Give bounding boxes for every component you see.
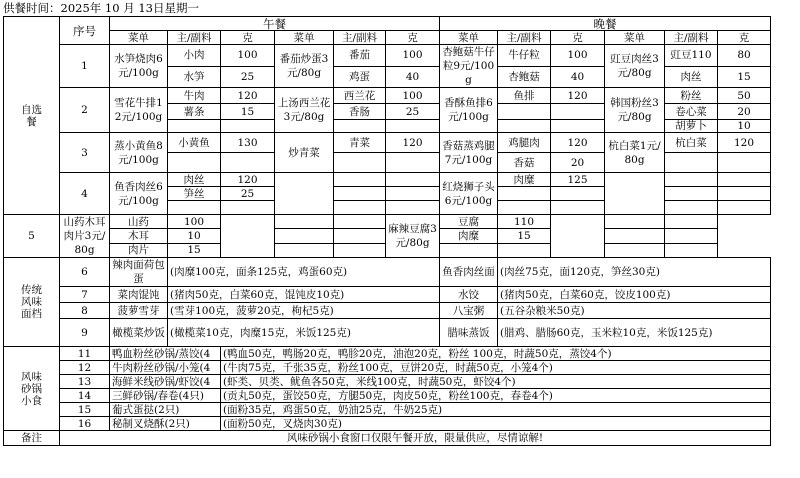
dish-name: 秘制叉烧酥(2只): [110, 417, 221, 431]
dish-name: 韩国粉丝3元/80g: [605, 88, 665, 133]
empty-cell: [221, 153, 275, 173]
empty-cell: [168, 120, 221, 133]
empty-cell: [605, 243, 665, 257]
gram-value: 100: [168, 215, 221, 229]
dish-name: 水饺: [440, 287, 498, 303]
header-dish: 菜单: [440, 31, 498, 45]
dish-description: (橄榄菜10克，肉糜15克，米饭125克): [168, 319, 440, 347]
empty-cell: [168, 201, 221, 215]
empty-cell: [665, 229, 718, 243]
dish-description: (虾类、贝类、鱿鱼各50克，米线100克，时蔬50克，虾饺4个): [221, 375, 771, 389]
ingredient: 豇豆110: [665, 45, 718, 67]
row-number: 13: [60, 375, 110, 389]
empty-cell: [665, 215, 718, 229]
page-title: 供餐时间：2025年 10 月 13日星期一: [3, 1, 199, 15]
dish-description: (肉丝75克，面120克，笋丝30克): [498, 258, 771, 287]
row-number: 15: [60, 403, 110, 417]
ingredient: 鱼排: [498, 88, 551, 104]
empty-cell: [334, 173, 386, 187]
ingredient: 肉糜: [498, 173, 551, 187]
empty-cell: [498, 243, 551, 257]
row-number: 8: [60, 303, 110, 319]
gram-value: 100: [221, 45, 275, 67]
ingredient: 香菇: [498, 153, 551, 173]
ingredient: 胡萝卜: [665, 120, 718, 133]
gram-value: 120: [221, 88, 275, 104]
menu-table: [3, 16, 771, 446]
dish-name: 三鲜砂锅/春卷(4只): [110, 389, 221, 403]
gram-value: 80: [718, 45, 771, 67]
header-side: 主/副料: [498, 31, 551, 45]
empty-cell: [386, 153, 440, 173]
dish-description: (面粉50克，叉烧肉30克): [221, 417, 771, 431]
ingredient: 肉丝: [665, 66, 718, 88]
dish-name: 辣肉面荷包蛋: [110, 258, 168, 287]
ingredient: 杏鲍菇: [498, 66, 551, 88]
empty-cell: [665, 201, 718, 215]
gram-value: 40: [386, 66, 440, 88]
gram-value: 15: [168, 243, 221, 257]
empty-cell: [386, 120, 440, 133]
empty-cell: [718, 201, 771, 215]
empty-cell: [334, 215, 386, 229]
header-dish: 菜单: [275, 31, 334, 45]
row-number: 12: [60, 361, 110, 375]
header-lunch: 午餐: [110, 17, 440, 31]
dish-name: 腊味蒸饭: [440, 319, 498, 347]
dish-description: (五谷杂粮米50克): [498, 303, 771, 319]
dish-name: 红烧狮子头6元/100g: [440, 173, 498, 215]
gram-value: 15: [221, 104, 275, 120]
gram-value: 100: [551, 45, 605, 67]
dish-description: (贡丸50克，蛋饺50克，方腿50克，肉皮50克，粉丝100克，春卷4个): [221, 389, 771, 403]
ingredient: 木耳: [110, 229, 168, 243]
category-claypot: 风味砂锅小食: [4, 347, 60, 431]
ingredient: 青菜: [334, 133, 386, 153]
ingredient: 杭白菜: [665, 133, 718, 153]
gram-value: 120: [718, 133, 771, 153]
ingredient: 西兰花: [334, 88, 386, 104]
header-gram: 克: [221, 31, 275, 45]
row-number: 9: [60, 319, 110, 347]
header-dinner: 晚餐: [440, 17, 771, 31]
ingredient: 番茄: [334, 45, 386, 67]
empty-cell: [551, 201, 605, 215]
dish-description: (猪肉50克，白菜60克，馄饨皮10克): [168, 287, 440, 303]
empty-cell: [551, 104, 605, 120]
dish-name: 牛肉粉丝砂锅/小笼(4: [110, 361, 221, 375]
empty-cell: [275, 229, 334, 243]
header-side: 主/副料: [665, 31, 718, 45]
empty-cell: [334, 120, 386, 133]
empty-cell: [334, 201, 386, 215]
empty-cell: [718, 173, 771, 187]
ingredient: 笋丝: [168, 187, 221, 201]
row-number: 7: [60, 287, 110, 303]
row-number: 6: [60, 258, 110, 287]
ingredient: 小肉: [168, 45, 221, 67]
ingredient: 小黄鱼: [168, 133, 221, 153]
empty-cell: [334, 187, 386, 201]
dish-name: 葡式蛋挞(2只): [110, 403, 221, 417]
empty-cell: [551, 187, 605, 201]
ingredient: 薯条: [168, 104, 221, 120]
note-label: 备注: [4, 431, 60, 446]
gram-value: 15: [498, 229, 551, 243]
gram-value: 120: [221, 173, 275, 187]
dish-name: 炒青菜: [275, 133, 334, 173]
category-traditional: 传统风味面档: [4, 258, 60, 347]
header-dish: 菜单: [110, 31, 168, 45]
header-gram: 克: [718, 31, 771, 45]
dish-name: 橄榄菜炒饭: [110, 319, 168, 347]
ingredient: 牛仔粒: [498, 45, 551, 67]
category-self: 自选餐: [4, 17, 60, 215]
empty-cell: [665, 243, 718, 257]
dish-name: 鱼香肉丝6元/100g: [110, 173, 168, 215]
dish-name: 杭白菜1元/80g: [605, 133, 665, 173]
gram-value: 15: [718, 66, 771, 88]
gram-value: 50: [718, 88, 771, 104]
empty-cell: [386, 173, 440, 187]
row-number: 2: [60, 88, 110, 133]
dish-name: 上汤西兰花3元/80g: [275, 88, 334, 133]
ingredient: 肉丝: [168, 173, 221, 187]
dish-description: (牛肉75克，千张35克，粉丝100克，豆饼20克，时蔬50克，小笼4个): [221, 361, 771, 375]
ingredient: 牛肉: [168, 88, 221, 104]
gram-value: 25: [221, 66, 275, 88]
header-gram: 克: [386, 31, 440, 45]
dish-name: 海鲜米线砂锅/虾饺(4: [110, 375, 221, 389]
dish-name: 菜肉馄饨: [110, 287, 168, 303]
empty-cell: [605, 215, 665, 229]
row-number: 4: [60, 173, 110, 215]
gram-value: 100: [386, 88, 440, 104]
dish-name: 水笋烧肉6元/100g: [110, 45, 168, 88]
dish-description: (肉糜100克，面条125克，鸡蛋60克): [168, 258, 440, 287]
empty-cell: [334, 153, 386, 173]
row-number: 14: [60, 389, 110, 403]
dish-name: 香酥鱼排6元/100g: [440, 88, 498, 133]
gram-value: 25: [386, 104, 440, 120]
empty-cell: [221, 201, 275, 215]
dish-name: 鱼香肉丝面: [440, 258, 498, 287]
gram-value: 120: [551, 133, 605, 153]
empty-cell: [498, 201, 551, 215]
gram-value: 125: [551, 173, 605, 187]
dish-description: (猪肉50克，白菜60克，饺皮100克): [498, 287, 771, 303]
dish-description: (面粉35克，鸡蛋50克，奶油25克，牛奶25克): [221, 403, 771, 417]
header-side: 主/副料: [168, 31, 221, 45]
row-number: 5: [4, 215, 60, 258]
ingredient: 鸡蛋: [334, 66, 386, 88]
gram-value: 10: [718, 120, 771, 133]
empty-cell: [551, 215, 605, 258]
ingredient: 香肠: [334, 104, 386, 120]
gram-value: 130: [221, 133, 275, 153]
empty-cell: [275, 173, 334, 215]
ingredient: 肉片: [110, 243, 168, 257]
ingredient: 山药: [110, 215, 168, 229]
ingredient: 肉糜: [440, 229, 498, 243]
row-number: 11: [60, 347, 110, 361]
ingredient: 豆腐: [440, 215, 498, 229]
empty-cell: [440, 243, 498, 257]
empty-cell: [498, 187, 551, 201]
dish-name: 雪花牛排12元/100g: [110, 88, 168, 133]
empty-cell: [498, 104, 551, 120]
dish-description: (鸭血50克，鸭肠20克，鸭胗20克，油泡20克，粉丝 100克，时蔬50克，蒸饺4个): [221, 347, 771, 361]
empty-cell: [334, 243, 386, 257]
gram-value: 10: [168, 229, 221, 243]
empty-cell: [168, 153, 221, 173]
ingredient: 粉丝: [665, 88, 718, 104]
row-number: 1: [60, 45, 110, 88]
empty-cell: [386, 187, 440, 201]
dish-description: (雪芽100克，菠萝20克，枸杞5克): [168, 303, 440, 319]
header-side: 主/副料: [334, 31, 386, 45]
dish-name: 蒸小黄鱼8元/100g: [110, 133, 168, 173]
header-seq: 序号: [60, 17, 110, 45]
gram-value: 25: [221, 187, 275, 201]
empty-cell: [275, 215, 334, 229]
empty-cell: [498, 120, 551, 133]
empty-cell: [221, 215, 275, 258]
dish-name: 鸭血粉丝砂锅/蒸饺(4: [110, 347, 221, 361]
dish-name: 番茄炒蛋3元/80g: [275, 45, 334, 88]
empty-cell: [386, 201, 440, 215]
empty-cell: [605, 173, 665, 215]
gram-value: 40: [551, 66, 605, 88]
ingredient: 水笋: [168, 66, 221, 88]
empty-cell: [334, 229, 386, 243]
gram-value: 20: [718, 104, 771, 120]
gram-value: 120: [551, 88, 605, 104]
dish-name: 山药木耳肉片3元/80g: [60, 215, 110, 258]
empty-cell: [551, 120, 605, 133]
header-gram: 克: [551, 31, 605, 45]
gram-value: 100: [386, 45, 440, 67]
note-text: 风味砂锅小食窗口仅限午餐开放，限量供应，尽情谅解!: [60, 431, 771, 446]
header-dish: 菜单: [605, 31, 665, 45]
ingredient: 卷心菜: [665, 104, 718, 120]
empty-cell: [221, 120, 275, 133]
dish-name: 八宝粥: [440, 303, 498, 319]
dish-description: (腊鸡、腊肠60克，玉米粒10克，米饭125克): [498, 319, 771, 347]
dish-name: 菠萝雪芽: [110, 303, 168, 319]
row-number: 16: [60, 417, 110, 431]
empty-cell: [275, 243, 334, 257]
row-number: 3: [60, 133, 110, 173]
empty-cell: [718, 153, 771, 173]
empty-cell: [665, 173, 718, 187]
dish-name: 豇豆肉丝3元/80g: [605, 45, 665, 88]
dish-name: 麻辣豆腐3元/80g: [386, 215, 440, 258]
empty-cell: [665, 187, 718, 201]
empty-cell: [605, 229, 665, 243]
empty-cell: [718, 187, 771, 201]
gram-value: 20: [551, 153, 605, 173]
gram-value: 110: [498, 215, 551, 229]
dish-name: 杏鲍菇牛仔粒9元/100g: [440, 45, 498, 88]
empty-cell: [665, 153, 718, 173]
dish-name: 香菇蒸鸡腿7元/100g: [440, 133, 498, 173]
gram-value: 120: [386, 133, 440, 153]
ingredient: 鸡腿肉: [498, 133, 551, 153]
